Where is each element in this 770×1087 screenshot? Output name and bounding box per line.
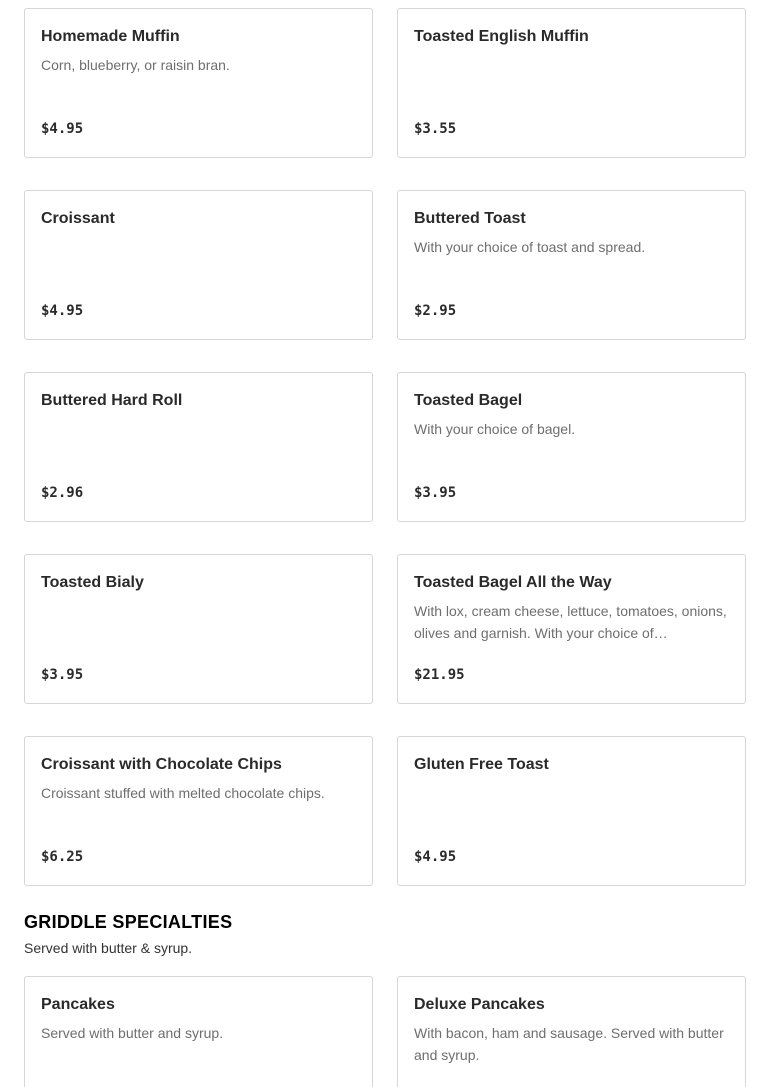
menu-item-price: $2.96 (41, 485, 84, 501)
menu-item-description: With your choice of toast and spread. (414, 239, 646, 255)
menu-item-name: Homemade Muffin (41, 28, 180, 45)
menu-grid-breakfast-breads (24, 8, 746, 886)
menu-item-price: $6.25 (41, 849, 84, 865)
menu-item-name: Toasted Bialy (41, 574, 144, 591)
menu-item-name: Pancakes (41, 996, 115, 1013)
menu-item-name: Croissant with Chocolate Chips (41, 756, 282, 773)
menu-item-description: Croissant stuffed with melted chocolate chips. (41, 785, 325, 801)
menu-item-description: With lox, cream cheese, lettuce, tomatoes, onions, olives and garnish. With your choice of… (414, 603, 727, 641)
menu-item-name: Buttered Toast (414, 210, 526, 227)
menu-item-name: Deluxe Pancakes (414, 996, 545, 1013)
menu-item-card[interactable] (24, 554, 373, 704)
section-header-griddle-specialties (24, 911, 746, 957)
menu-item-description: Served with butter and syrup. (41, 1025, 224, 1041)
menu-item-card[interactable] (24, 372, 373, 522)
menu-item-card[interactable] (397, 190, 746, 340)
menu-item-price: $3.55 (414, 121, 457, 137)
menu-item-description: With your choice of bagel. (414, 421, 576, 437)
menu-item-name: Gluten Free Toast (414, 756, 549, 773)
menu-item-price: $2.95 (414, 303, 457, 319)
menu-item-price: $4.95 (41, 303, 84, 319)
menu-item-name: Buttered Hard Roll (41, 392, 183, 409)
menu-item-name: Toasted Bagel All the Way (414, 574, 612, 591)
menu-item-card[interactable] (397, 736, 746, 886)
menu-item-name: Croissant (41, 210, 115, 227)
menu-item-description: Corn, blueberry, or raisin bran. (41, 57, 230, 73)
menu-item-card[interactable] (397, 976, 746, 1087)
menu-item-card[interactable] (397, 372, 746, 522)
menu-item-card[interactable] (24, 736, 373, 886)
menu-item-card[interactable] (397, 554, 746, 704)
menu-item-card[interactable] (397, 8, 746, 158)
menu-item-price: $21.95 (414, 667, 465, 683)
menu-item-name: Toasted English Muffin (414, 28, 589, 45)
menu-item-price: $3.95 (414, 485, 457, 501)
menu-item-description: With bacon, ham and sausage. Served with butter and syrup. (414, 1025, 724, 1063)
menu-item-card[interactable] (24, 8, 373, 158)
menu-item-card[interactable] (24, 190, 373, 340)
menu-item-price: $3.95 (41, 667, 84, 683)
menu-item-card[interactable] (24, 976, 373, 1087)
section-title: GRIDDLE SPECIALTIES (24, 912, 233, 932)
menu-item-price: $4.95 (41, 121, 84, 137)
menu-item-name: Toasted Bagel (414, 392, 523, 409)
section-description: Served with butter & syrup. (24, 940, 193, 956)
menu-item-price: $4.95 (414, 849, 457, 865)
menu-grid-griddle-specialties (24, 976, 746, 1087)
